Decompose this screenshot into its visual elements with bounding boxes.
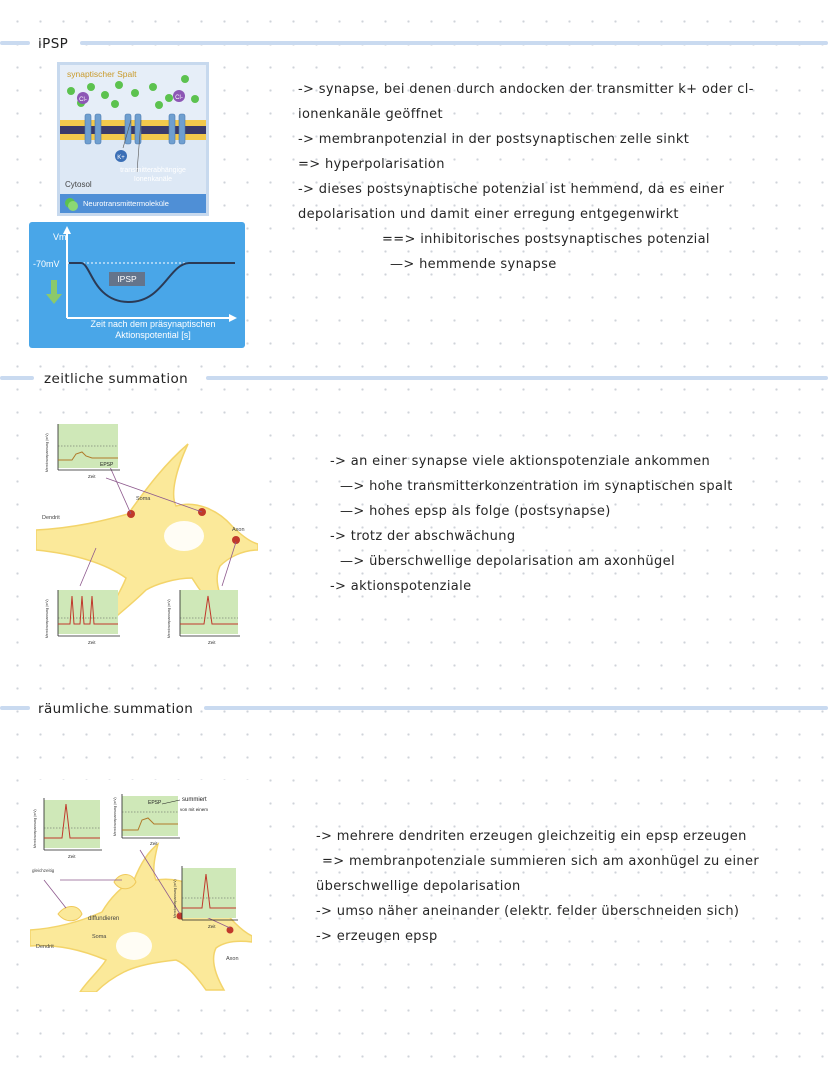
svg-text:Membranspannung (mV): Membranspannung (mV) xyxy=(167,599,171,638)
svg-text:Zeit: Zeit xyxy=(208,640,216,645)
svg-text:Cl-: Cl- xyxy=(79,97,87,103)
raeumlich-note: überschwellige depolarisation xyxy=(316,879,521,894)
axis-v-label: Vm xyxy=(53,232,67,242)
ipsp-graph-figure xyxy=(29,222,245,348)
raeumlich-header-line-left xyxy=(0,706,30,710)
svg-text:Membranspannung (mV): Membranspannung (mV) xyxy=(45,433,49,472)
spatial-summation-figure xyxy=(30,780,252,992)
raeumlich-notes xyxy=(316,824,759,949)
zeitlich-note: -> an einer synapse viele aktionspotenziale ankommen xyxy=(330,454,711,469)
svg-text:Cytosol: Cytosol xyxy=(65,180,92,189)
ipsp-note: -> dieses postsynaptische potenzial ist hemmend, da es einer xyxy=(298,182,725,197)
svg-text:transmitterabhängige: transmitterabhängige xyxy=(120,167,186,174)
raeumlich-note: => membranpotenziale summieren sich am axonhügel zu einer xyxy=(322,854,760,869)
chloride-ion-left xyxy=(77,92,89,104)
svg-text:EPSP: EPSP xyxy=(148,800,162,806)
zeitlich-note: -> aktionspotenziale xyxy=(330,579,472,594)
ipsp-note: depolarisation und damit einer erregung entgegenwirkt xyxy=(298,207,679,222)
zeitlich-note: —> hohes epsp als folge (postsynapse) xyxy=(340,504,611,519)
raeumlich-heading: räumliche summation xyxy=(38,701,194,717)
zeitlich-heading: zeitliche summation xyxy=(44,371,189,387)
dendrit-label: Dendrit xyxy=(36,944,54,950)
potassium-ion xyxy=(115,150,127,162)
zeitlich-note: —> überschwellige depolarisation am axonhügel xyxy=(340,554,675,569)
svg-text:EPSP: EPSP xyxy=(100,462,114,468)
raeumlich-note: -> mehrere dendriten erzeugen gleichzeitig ein epsp erzeugen xyxy=(316,829,747,844)
svg-text:Zeit: Zeit xyxy=(88,640,96,645)
ipsp-note: => hyperpolarisation xyxy=(298,157,445,172)
ion-channels xyxy=(85,114,185,144)
zeitlich-note: —> hohe transmitterkonzentration im synaptischen spalt xyxy=(340,479,733,494)
soma-label: Soma xyxy=(92,934,107,940)
svg-text:Ionenkanäle: Ionenkanäle xyxy=(133,176,173,183)
zeitlich-header-line-right xyxy=(206,376,828,380)
ipsp-header-line-right xyxy=(80,41,828,45)
soma-label: Soma xyxy=(136,496,151,502)
svg-text:Zeit: Zeit xyxy=(150,841,158,846)
zeitlich-header-line-left xyxy=(0,376,34,380)
ipsp-note: ionenkanäle geöffnet xyxy=(298,107,443,122)
ipsp-note: —> hemmende synapse xyxy=(390,257,557,272)
summiert-label: summiert xyxy=(182,797,207,803)
zeitlich-notes xyxy=(330,449,733,599)
ipsp-heading: iPSP xyxy=(38,36,69,52)
curve-label: IPSP xyxy=(117,274,137,284)
raeumlich-header-line-right xyxy=(204,706,828,710)
nucleus xyxy=(164,521,204,551)
gleichzeitig-label: gleichzeitig xyxy=(32,868,55,873)
svg-text:Membranspannung (mV): Membranspannung (mV) xyxy=(173,879,177,918)
svg-text:Zeit: Zeit xyxy=(88,474,96,479)
legend-label: Neurotransmittermoleküle xyxy=(83,199,169,208)
resting-label: -70mV xyxy=(33,259,60,269)
diffundieren-label: diffundieren xyxy=(88,916,120,922)
temporal-summation-figure xyxy=(36,418,258,658)
svg-text:Membranspannung (mV): Membranspannung (mV) xyxy=(113,797,117,836)
axon-label: Axon xyxy=(232,527,245,533)
svg-text:Cl-: Cl- xyxy=(175,95,183,101)
raeumlich-note: -> erzeugen epsp xyxy=(316,929,438,944)
raeumlich-note: -> umso näher aneinander (elektr. felder überschneiden sich) xyxy=(316,904,740,919)
cleft-label: synaptischer Spalt xyxy=(67,69,137,79)
svg-text:Zeit: Zeit xyxy=(68,854,76,859)
svg-text:Membranspannung (mV): Membranspannung (mV) xyxy=(33,809,37,848)
dendrit-label: Dendrit xyxy=(42,515,60,521)
svg-text:Membranspannung (mV): Membranspannung (mV) xyxy=(45,599,49,638)
svg-text:Aktionspotential [s]: Aktionspotential [s] xyxy=(115,330,191,340)
von-mit-einem-label: von mit einem xyxy=(180,807,209,812)
synapse-figure xyxy=(57,62,209,216)
ipsp-note: -> membranpotenzial in der postsynaptischen zelle sinkt xyxy=(298,132,690,147)
axon-label: Axon xyxy=(226,956,239,962)
nucleus xyxy=(116,932,152,960)
ipsp-note: ==> inhibitorisches postsynaptisches potenzial xyxy=(382,232,710,247)
svg-text:Zeit nach dem präsynaptischen: Zeit nach dem präsynaptischen xyxy=(90,319,216,329)
ipsp-notes xyxy=(290,77,754,277)
chloride-ion-right xyxy=(173,90,185,102)
ipsp-header-line-left xyxy=(0,41,30,45)
zeitlich-note: -> trotz der abschwächung xyxy=(330,529,516,544)
ipsp-note: -> synapse, bei denen durch andocken der transmitter k+ oder cl- xyxy=(298,82,754,97)
svg-text:K+: K+ xyxy=(117,155,125,161)
svg-text:Zeit: Zeit xyxy=(208,924,216,929)
